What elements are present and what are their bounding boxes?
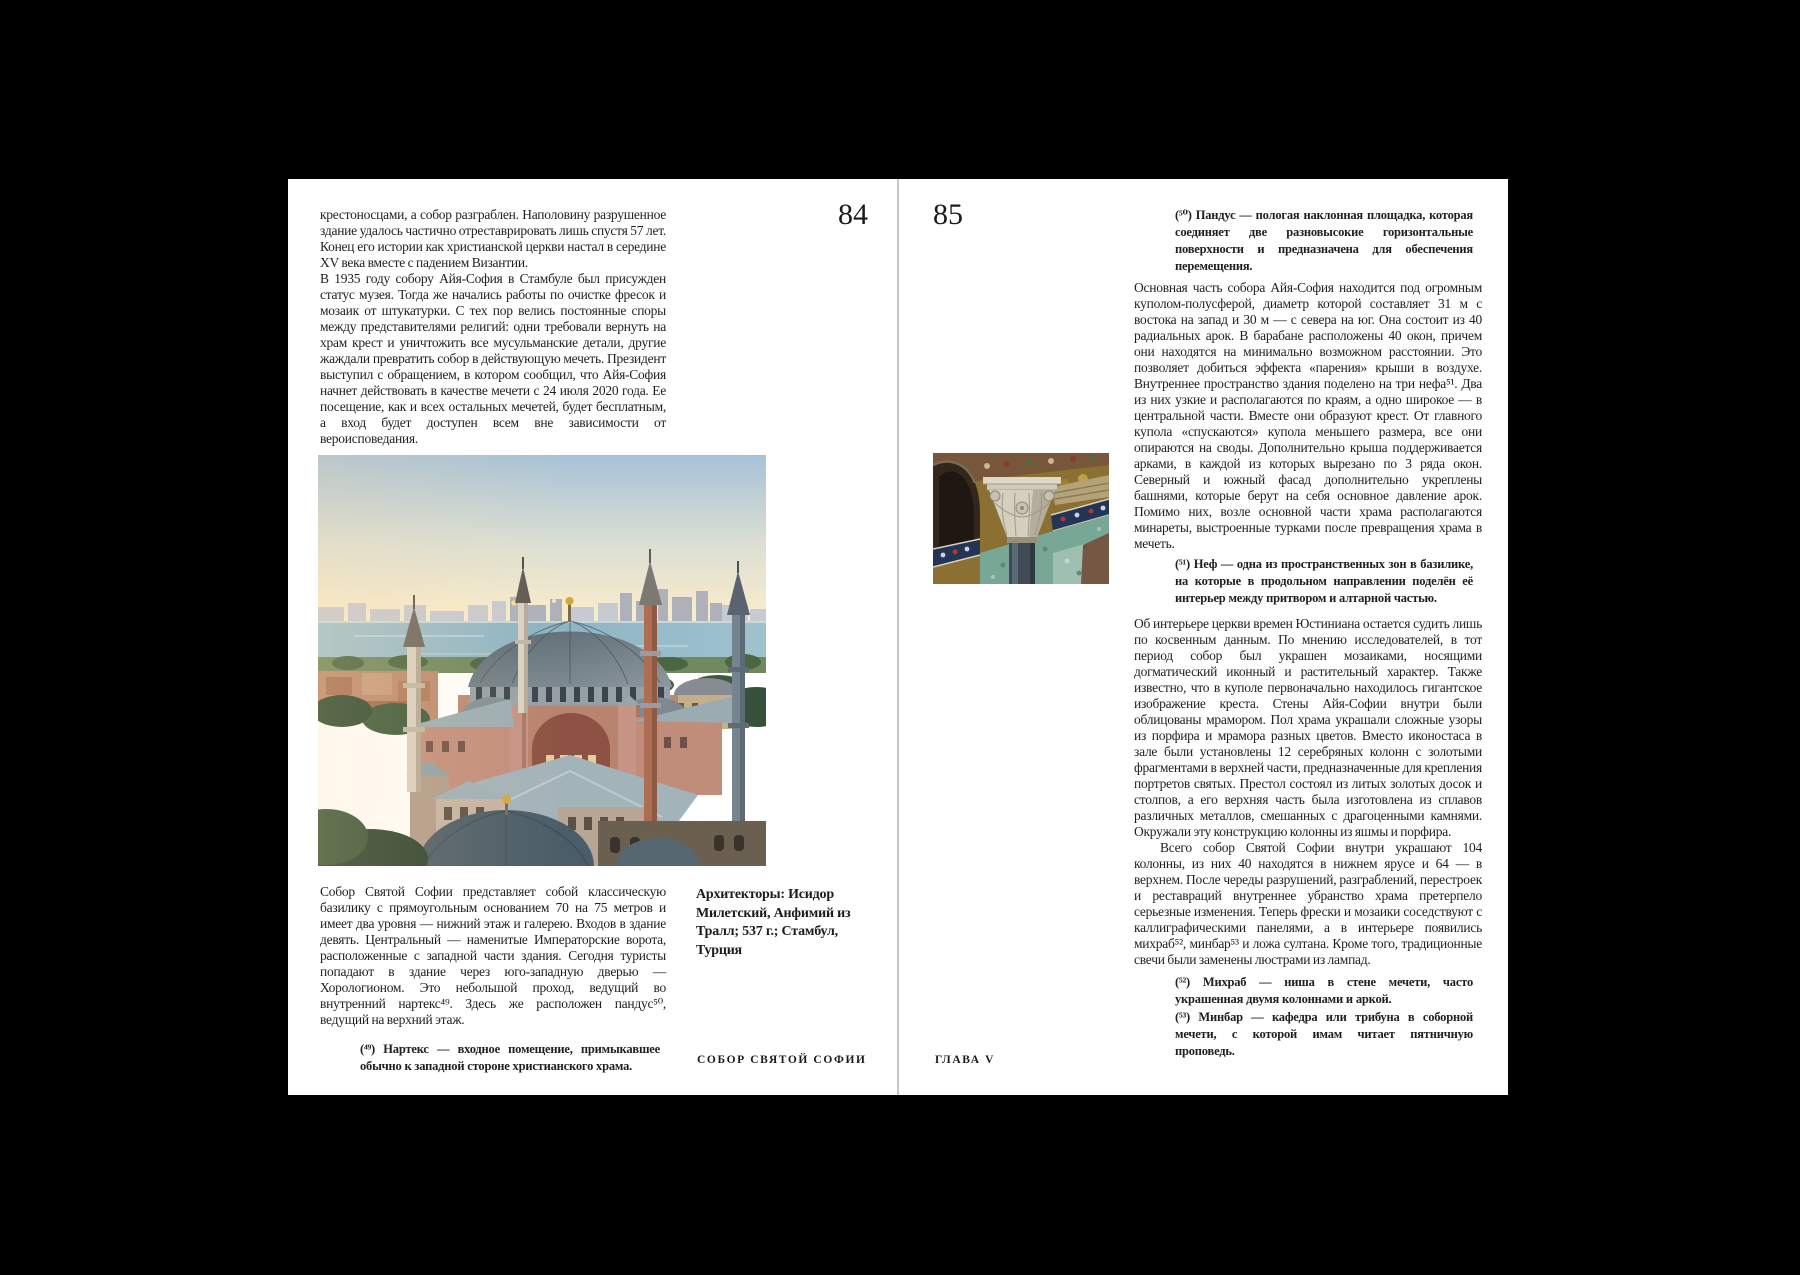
footnote-52: (⁵²) Михраб — ниша в стене мечети, часто украшенная двумя колоннами и аркой. <box>1175 975 1473 1006</box>
left-bottom-text-block <box>320 884 666 1028</box>
body-paragraph: В 1935 году собору Айя-София в Стамбуле был присужден статус музея. Тогда же начались работы по очистке фресок и мозаик от штукатурки. С тех пор велись постоянные споры между представителями религий: одни требовали вернуть на храм крест и уничтожить все мусульманские детали, другие жаждали превратить собор в действующую мечеть. Президент выступил с обращением, в котором сообщил, что Айя-София начнет действовать в качестве мечети с 24 июля 2020 года. Ее посещение, как и всех остальных мечетей, будет бесплатным, а вход будет доступен всем вне зависимости от вероисповедания. <box>320 271 666 446</box>
right-text-block-1 <box>1134 280 1482 552</box>
book-spread <box>288 179 1508 1095</box>
right-text-block-2 <box>1134 616 1482 968</box>
body-paragraph: Собор Святой Софии представляет собой классическую базилику с прямоугольным основанием 70 на 75 метров и имеет два уровня — нижний этаж и галерею. Входов в здание девять. Центральный — наменитые Императорские ворота, расположенные с западной части здания. Сегодня туристы попадают в здание через юго-западную дверью — Хорологионом. Это небольшой проход, ведущий во внутренний нартекс⁴⁹. Здесь же расположен пандус⁵⁰, ведущий на верхний этаж. <box>320 884 666 1027</box>
column-capital-photo <box>933 453 1109 584</box>
column-capital-illustration <box>933 453 1109 584</box>
running-footer-left: СОБОР СВЯТОЙ СОФИИ <box>697 1054 867 1066</box>
spine-divider <box>897 179 899 1095</box>
running-footer-right: ГЛАВА V <box>935 1054 996 1066</box>
hagia-sophia-aerial-photo <box>318 455 766 866</box>
footnote-53: (⁵³) Минбар — кафедра или трибуна в соборной мечети, с которой имам читает пятничную проповедь. <box>1175 1010 1473 1058</box>
body-paragraph: Основная часть собора Айя-София находится под огромным куполом-полусферой, диаметр которой составляет 31 м с востока на запад и 30 м — с севера на юг. Она состоит из 40 радиальных арок. В барабане расположены 40 окон, причем они находятся на минимально возможном расстоянии. Это позволяет добиться эффекта «парения» крыши в воздухе. Внутреннее пространство здания поделено на три нефа⁵¹. Два из них узкие и располагаются по краям, а одно широкое — в центральной части. Вместе они образуют крест. От главного купола «спускаются» купола меньшего размера, все они опираются на своды. Дополнительно крыша поддерживается арками, в каждой из которых вырезано по 3 ряда окон. Северный и южный фасад дополнительно укреплены башнями, которые берут на себя основное давление арок. Помимо них, возле основной части храма располагаются минареты, выстроенные турками после превращения храма в мечеть. <box>1134 280 1482 551</box>
hagia-sophia-aerial-illustration <box>318 455 766 866</box>
body-paragraph: Всего собор Святой Софии внутри украшают 104 колонны, из них 40 находятся в нижнем ярусе и 64 — в верхнем. После череды разрушений, разграблений, перестроек и реставраций внутреннее убранство храма претерпело серьезные изменения. Теперь фрески и мозаики соседствуют с каллиграфическими панелями, а в интерьере появились михраб⁵², минбар⁵³ и ложа султана. Кроме того, традиционные свечи были заменены люстрами из лампад. <box>1134 840 1482 967</box>
left-top-text-block <box>320 207 666 447</box>
footnote-51: (⁵¹) Неф — одна из пространственных зон в базилике, на которые в продольном направлении поделён её интерьер между притвором и алтарной частью. <box>1175 557 1473 605</box>
photo-caption: Архитекторы: Исидор Милетский, Анфимий из Тралл; 537 г.; Стамбул, Турция <box>696 887 851 958</box>
body-paragraph: крестоносцами, а собор разграблен. Наполовину разрушенное здание удалось частично отреставрировать лишь спустя 57 лет. Конец его истории как христианской церкви настал в середине XV века вместе с падением Византии. <box>320 207 666 270</box>
page-number-left: 84 <box>838 198 868 231</box>
footnote-49: (⁴⁹) Нартекс — входное помещение, примыкавшее обычно к западной стороне христианского храма. <box>360 1042 660 1073</box>
body-paragraph: Об интерьере церкви времен Юстиниана остается судить лишь по косвенным данным. По мнению исследователей, в тот период собор был украшен мозаиками, носящими догматический иконный и растительный характер. Также известно, что в куполе первоначально находилось гигантское изображение креста. Стены Айя-Софии внутри были облицованы мрамором. Пол храма украшали сложные узоры из порфира и мрамора разных цветов. Вместо иконостаса в зале были установлены 12 серебряных колонн с золотыми фрагментами в верхней части, предназначенные для крепления портретов святых. Престол состоял из литых золотых досок и столпов, а его верхняя часть была изготовлена из сплавов различных металлов, смешанных с драгоценными камнями. Окружали эту конструкцию колонны из яшмы и порфира. <box>1134 616 1482 839</box>
page-number-right: 85 <box>933 198 963 231</box>
footnote-50: (⁵⁰) Пандус — пологая наклонная площадка, которая соединяет две разновысокие горизонтальные поверхности и предназначена для обеспечения перемещения. <box>1175 208 1473 273</box>
